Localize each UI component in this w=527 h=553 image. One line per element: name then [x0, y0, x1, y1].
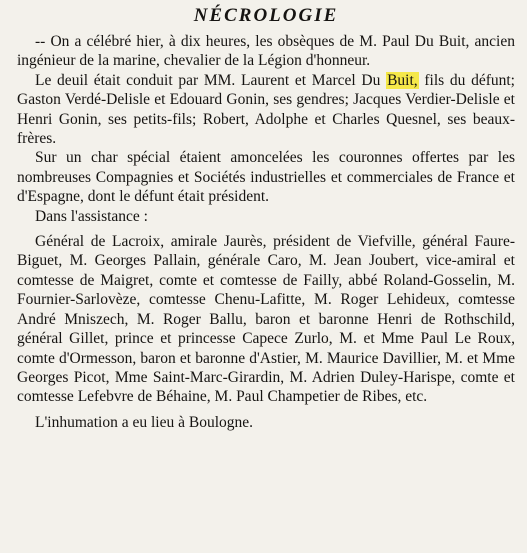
paragraph-wreaths: Sur un char spécial étaient amoncelées les couronnes offertes par les nombreuses Compagnies et Sociétés industrielles et commerciales de France et d'Espagne, dont le défunt était président.: [17, 149, 515, 206]
paragraph-obsequies: -- On a célébré hier, à dix heures, les obsèques de M. Paul Du Buit, ancien ingénieur de la marine, chevalier de la Légion d'honneur.: [17, 33, 515, 70]
paragraph-burial: L'inhumation a eu lieu à Boulogne.: [35, 413, 254, 431]
mourners-text-start: Le deuil était conduit par MM. Laurent et Marcel Du: [35, 71, 387, 89]
mourners-text-end: fils du défunt; Gaston Verdé-Delisle et Edouard Gonin, ses gendres; Jacques Verdier-Delisle et Henri Gonin, ses petits-fils; Robert, Adolphe et Charles Quesnel, ses beaux-frères.: [17, 71, 515, 148]
article-title: NÉCROLOGIE: [193, 5, 339, 26]
highlighted-word: Buit,: [387, 71, 418, 89]
paragraph-attendees: Général de Lacroix, amirale Jaurès, président de Viefville, général Faure-Biguet, M. Georges Pallain, générale Caro, M. Jean Joubert, vice-amiral et comtesse de Maigret, comte et comtesse de Failly, abbé Roland-Gosselin, M. Fournier-Sarlovèze, comtesse Chenu-Lafitte, M. Roger Lehideux, comtesse André Mniszech, M. Roger Ballu, baron et baronne Henri de Rothschild, général Gillet, prince et princesse Capece Zurlo, M. et Mme Paul Le Roux, comte d'Ormesson, baron et baronne d'Astier, M. Maurice Davillier, M. et Mme Georges Picot, Mme Saint-Marc-Girardin, M. Adrien Duley-Harispe, comte et comtesse Lefebvre de Béhaine, M. Paul Champetier de Ribes, etc.: [17, 233, 515, 406]
paragraph-mourners: [17, 71, 515, 149]
paragraph-assistance-heading: Dans l'assistance :: [35, 207, 148, 225]
